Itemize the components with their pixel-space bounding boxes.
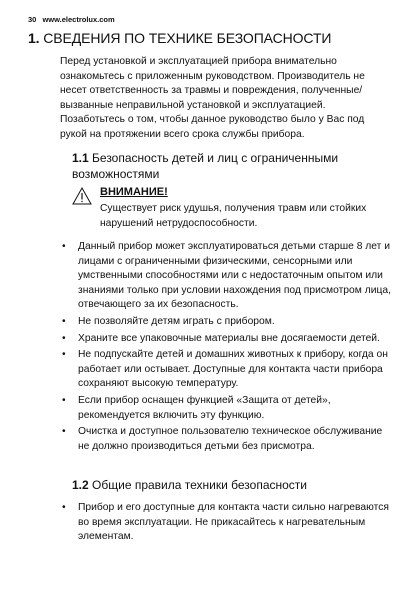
list-item: • Храните все упаковочные материалы вне досягаемости детей. bbox=[60, 332, 392, 347]
page-number: 30 bbox=[28, 15, 37, 24]
section-number: 1. bbox=[28, 30, 40, 46]
list-item: • Не позволяйте детям играть с прибором. bbox=[60, 315, 392, 330]
list-item: • Данный прибор может эксплуатироваться детьми старше 8 лет и лицами с ограниченными физическими, сенсорными или умственными способностями или с недостаточным опытом или знаниями только при условии нахождения под присмотром лица, отвечающего за их безопасность. bbox=[60, 240, 392, 313]
general-safety-list bbox=[60, 501, 392, 547]
list-item: • Не подпускайте детей и домашних животных к прибору, когда он работает или остывает. Доступные для контакта части прибора сохраняют высокую температуру. bbox=[60, 348, 392, 392]
subsection-heading-2 bbox=[72, 478, 380, 494]
list-item: • Прибор и его доступные для контакта части сильно нагреваются во время эксплуатации. Не прикасайтесь к нагревательным элементам. bbox=[60, 501, 392, 545]
site-url[interactable]: www.electrolux.com bbox=[42, 15, 115, 24]
section-heading bbox=[28, 30, 331, 46]
page-header bbox=[28, 15, 115, 24]
warning-text: Существует риск удушья, получения травм или стойких нарушений нетрудоспособности. bbox=[100, 203, 367, 229]
list-item: • Очистка и доступное пользователю техническое обслуживание не должно производиться детьми без присмотра. bbox=[60, 425, 392, 454]
intro-paragraph: Перед установкой и эксплуатацией прибора внимательно ознакомьтесь с приложенным руководством. Производитель не несет ответственность за травмы и повреждения, полученные/вызванные неправильной установкой и эксплуатацией. Позаботьтесь о том, чтобы данное руководство было у Вас под рукой на протяжении всего срока службы прибора. bbox=[60, 56, 365, 140]
child-safety-list bbox=[60, 240, 392, 456]
subsection-title-2: Общие правила техники безопасности bbox=[92, 478, 308, 492]
subsection-number-2: 1.2 bbox=[72, 478, 89, 492]
section-title: СВЕДЕНИЯ ПО ТЕХНИКЕ БЕЗОПАСНОСТИ bbox=[43, 30, 332, 46]
list-item: • Если прибор оснащен функцией «Защита от детей», рекомендуется включить эту функцию. bbox=[60, 394, 392, 423]
warning-triangle-icon bbox=[72, 187, 92, 205]
subsection-number-1: 1.1 bbox=[72, 151, 89, 165]
warning-title: ВНИМАНИЕ! bbox=[100, 186, 168, 198]
subsection-title-1: Безопасность детей и лиц с ограниченными возможностями bbox=[72, 151, 339, 181]
subsection-heading-1 bbox=[72, 151, 380, 182]
